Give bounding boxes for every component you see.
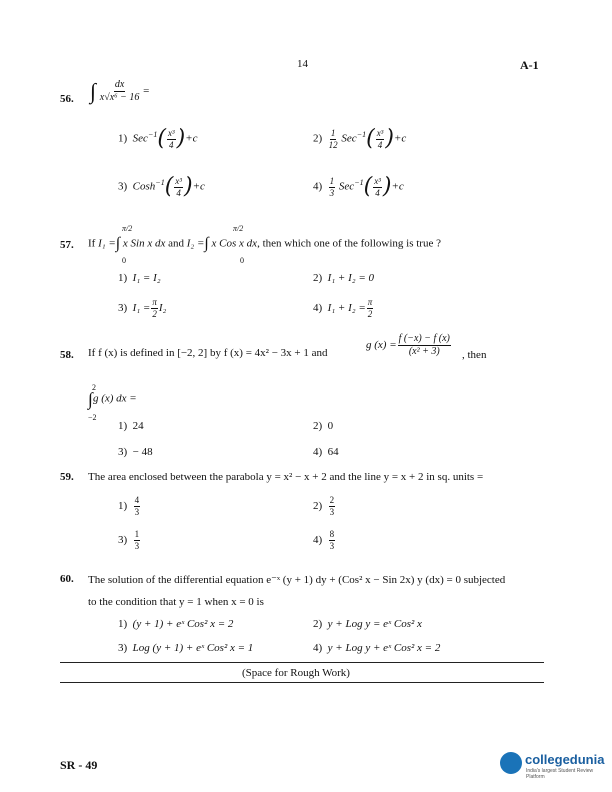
q58-option-4[interactable]: 4) 64 (313, 446, 339, 458)
q57-option-1[interactable]: 1) I₁ = I₂ (118, 272, 161, 284)
q57-option-2[interactable]: 2) I₁ + I₂ = 0 (313, 272, 374, 284)
q58-then: , then (462, 349, 487, 361)
q59-option-3[interactable]: 3) $\frac{1}{3}$ (118, 529, 140, 551)
q58-integral-lower: −2 (88, 413, 97, 422)
q60-stem-line1: The solution of the differential equation e⁻ˣ (y + 1) dy + (Cos² x − Sin 2x) y (dx) = 0 subjected (88, 574, 506, 586)
q59-stem: The area enclosed between the parabola y = x² − x + 2 and the line y = x + 2 in sq. units = (88, 471, 484, 483)
q60-stem-line2: to the condition that y = 1 when x = 0 is (88, 596, 264, 608)
q60-option-3[interactable]: 3) Log (y + 1) + eˣ Cos² x = 1 (118, 642, 254, 654)
q58-g-definition: g (x) = $\frac{f (-x) - f (x)}{\text{(x² + 3)}}$ (366, 333, 450, 357)
divider-bottom (60, 682, 544, 683)
q58-option-1[interactable]: 1) 24 (118, 420, 144, 432)
q58-integral-upper: 2 (92, 383, 96, 392)
q56-option-1[interactable]: 1) Sec$^{-1}$( $\frac{\text{x³}}{4}$ )+c (118, 126, 198, 151)
q58-option-2[interactable]: 2) 0 (313, 420, 334, 432)
q56-stem: ∫ $\frac{dx}{\text{x√x⁶ − 16}}$ = (90, 78, 150, 104)
paper-code: A-1 (520, 58, 539, 72)
q57-upper-1: π/2 (122, 224, 133, 233)
collegedunia-tagline: India's largest Student Review Platform (526, 768, 594, 780)
page-number: 14 (297, 58, 308, 70)
q58-integral: ∫g (x) dx = (88, 389, 137, 409)
q56-option-4[interactable]: 4) $\frac{1}{3}$ Sec$^{-1}$( $\frac{\text{x³}}{4}$ )+c (313, 174, 404, 199)
q56-option-2[interactable]: 2) $\frac{1}{12}$ Sec$^{-1}$( $\frac{\text{x³}}{4}$ )+c (313, 126, 407, 151)
q57-lower-1: 0 (122, 256, 126, 265)
collegedunia-logo-icon (500, 752, 522, 774)
q56-number: 56. (60, 93, 74, 105)
q57-stem: If I₁ =∫ x Sin x dx and I₂ =∫ x Cos x dx, then which one of the following is true ? (88, 235, 441, 252)
q57-option-4[interactable]: 4) I₁ + I₂ = $\frac{\pi}{2}$ (313, 297, 373, 319)
q56-option-3[interactable]: 3) Cosh$^{-1}$( $\frac{\text{x³}}{4}$ )+c (118, 174, 205, 199)
q59-number: 59. (60, 471, 74, 483)
q60-option-2[interactable]: 2) y + Log y = eˣ Cos² x (313, 618, 422, 630)
q59-option-1[interactable]: 1) $\frac{4}{3}$ (118, 495, 140, 517)
q60-number: 60. (60, 573, 74, 585)
q57-lower-2: 0 (240, 256, 244, 265)
q59-option-4[interactable]: 4) $\frac{8}{3}$ (313, 529, 335, 551)
sr-code: SR - 49 (60, 758, 98, 772)
q58-stem: If f (x) is defined in [−2, 2] by f (x) = 4x² − 3x + 1 and (88, 347, 328, 359)
q60-option-4[interactable]: 4) y + Log y + eˣ Cos² x = 2 (313, 642, 441, 654)
q57-upper-2: π/2 (233, 224, 244, 233)
divider-top (60, 662, 544, 663)
collegedunia-logo: collegedunia (525, 752, 605, 767)
q57-number: 57. (60, 239, 74, 251)
q60-option-1[interactable]: 1) (y + 1) + eˣ Cos² x = 2 (118, 618, 234, 630)
rough-work-label: (Space for Rough Work) (242, 667, 350, 679)
q59-option-2[interactable]: 2) $\frac{2}{3}$ (313, 495, 335, 517)
q58-option-3[interactable]: 3) − 48 (118, 446, 153, 458)
q58-number: 58. (60, 349, 74, 361)
q57-option-3[interactable]: 3) I₁ = $\frac{\pi}{2}$ I₂ (118, 297, 167, 319)
